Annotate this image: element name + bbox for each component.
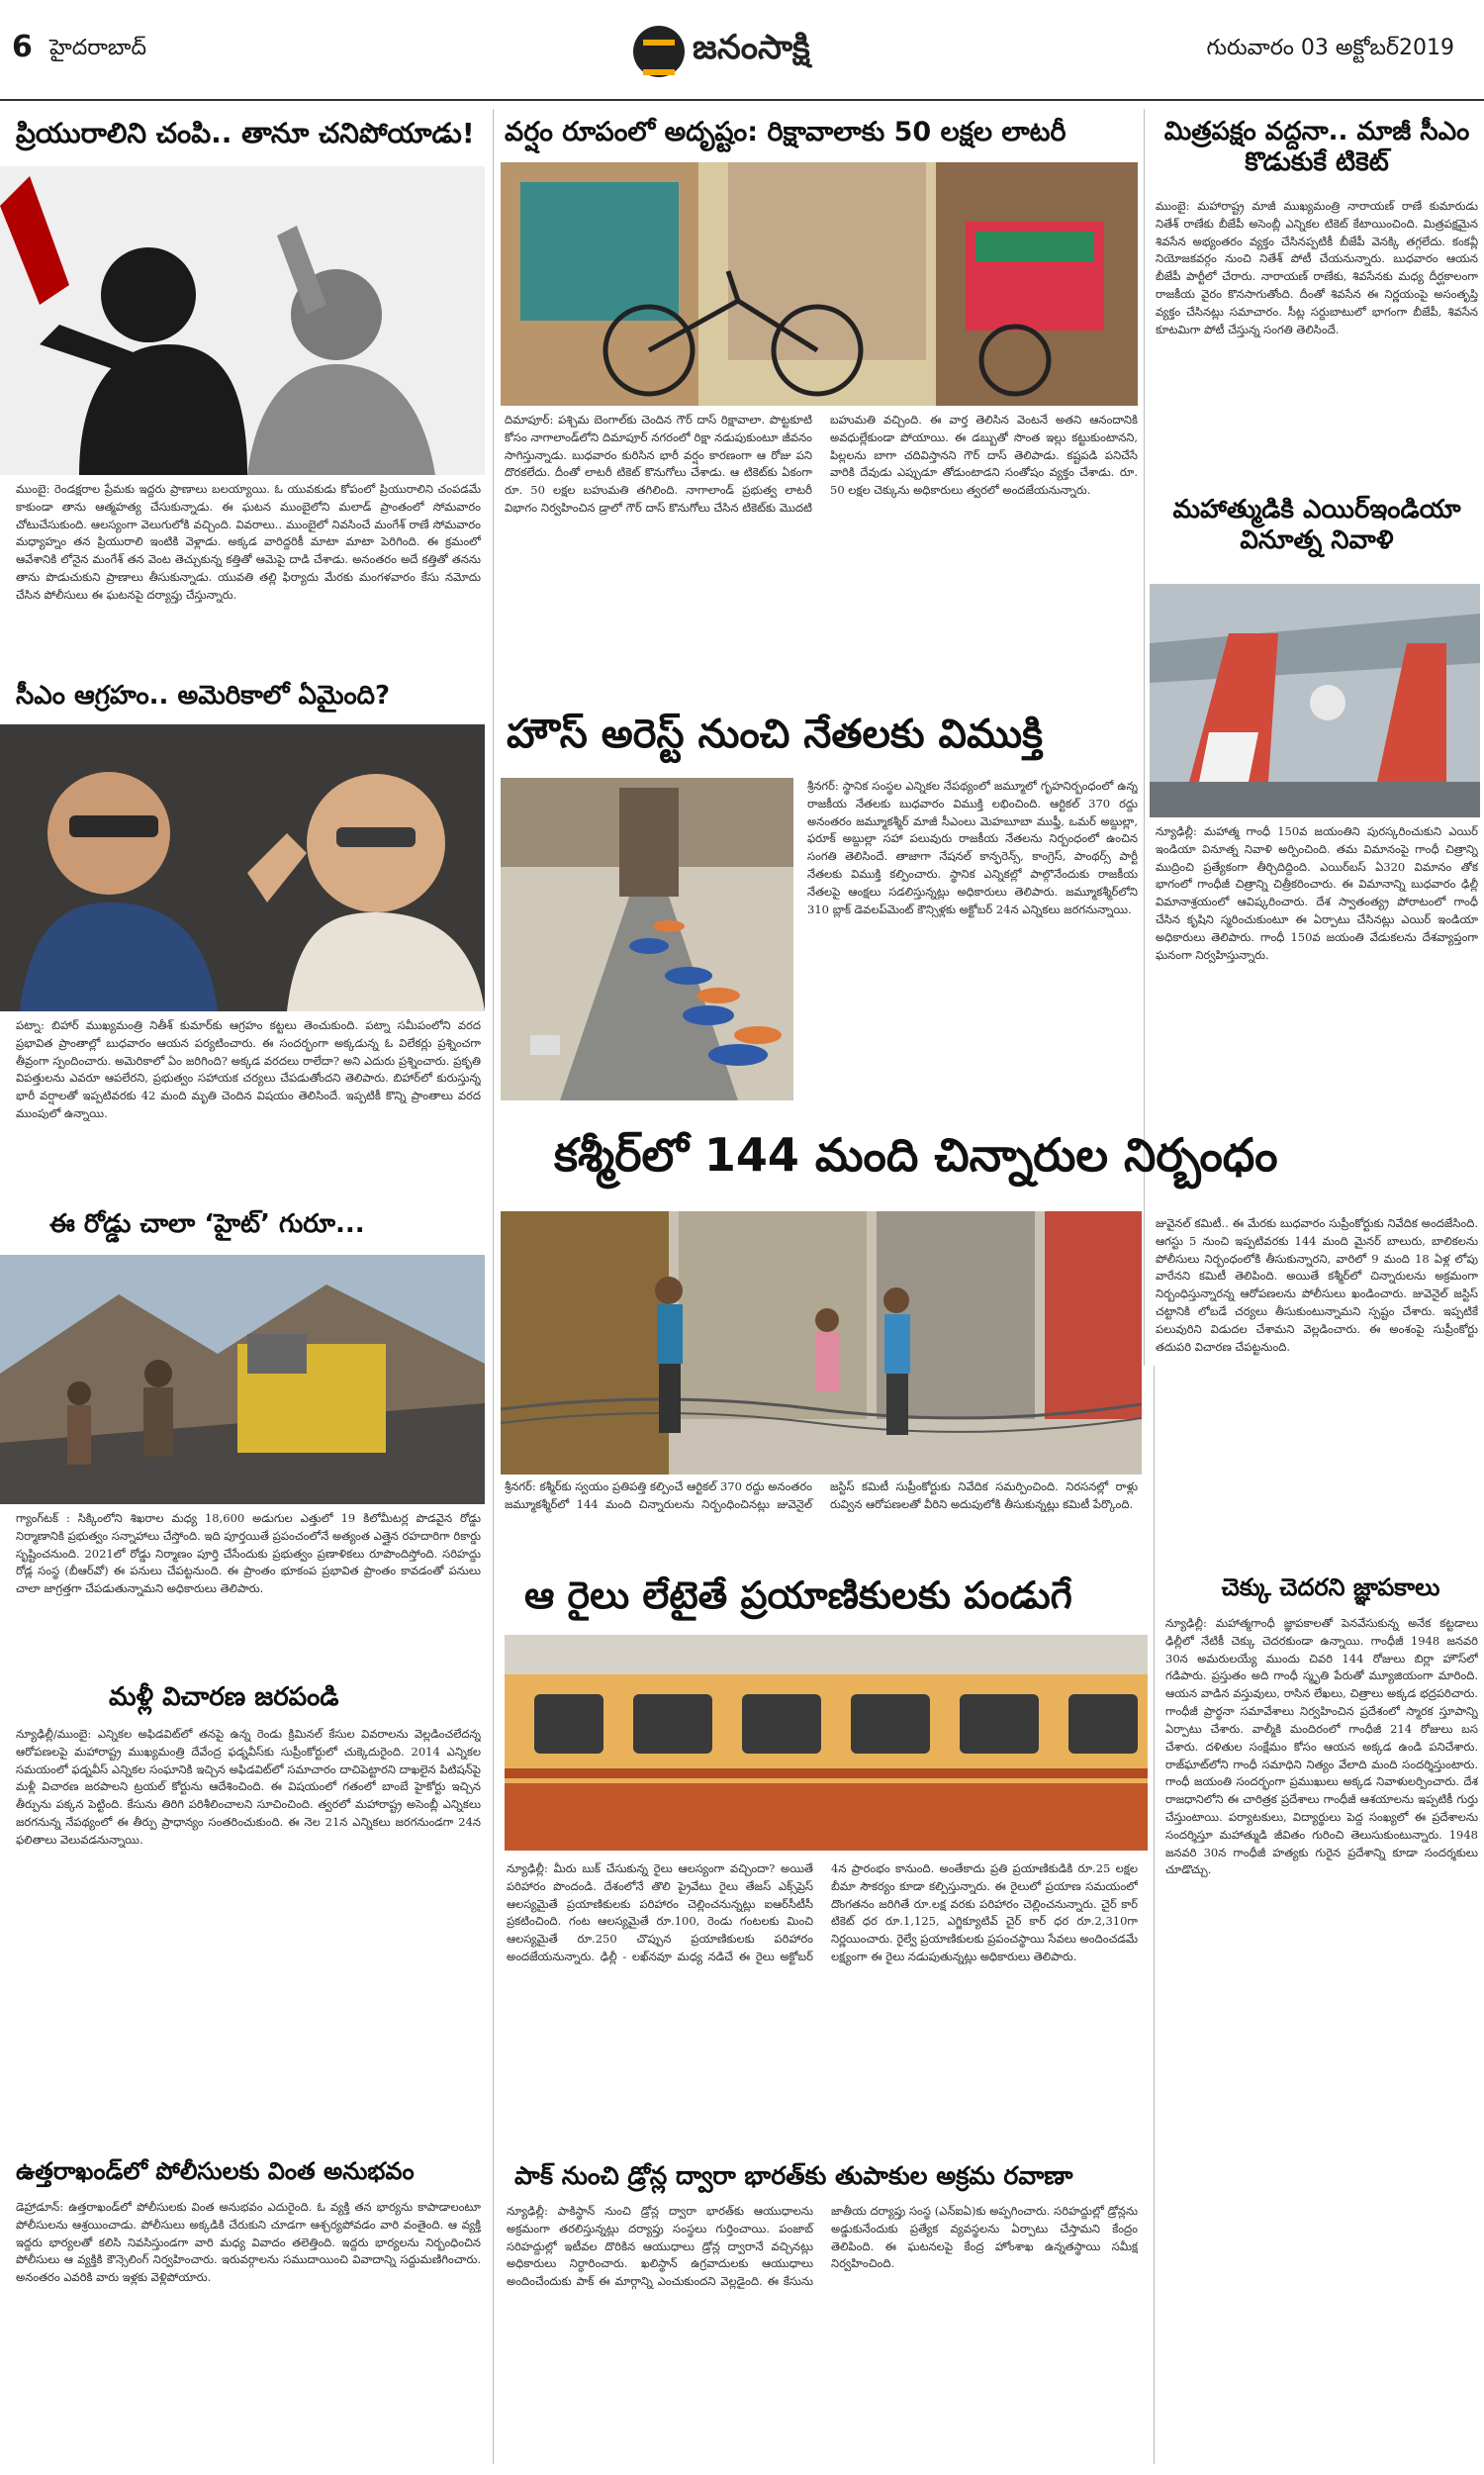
photo-mountain-road	[0, 1255, 485, 1504]
photo-srinagar-market	[501, 778, 793, 1100]
article-body-ally: ముంబై: మహారాష్ట్ర మాజీ ముఖ్యమంత్రి నారాయణ్ రాణే కుమారుడు నితేశ్ రాణేకు బీజేపీ అసెంబ్లీ ఎన్నికల టికెట్ కేటాయించింది. మిత్రపక్షమైన శివసేన అభ్యంతరం వ్యక్తం చేసినప్పటికీ బీజేపీ వెనక్కి తగ్గలేదు. కంకవ్లీ నియోజకవర్గం నుంచి నితేశ్ పోటీ చేయనున్నారు. బుధవారం ఆయన బీజేపీ పార్టీలో చేరారు. నారాయణ్ రాణేకు, శివసేనకు మధ్య దీర్ఘకాలంగా రాజకీయ వైరం కొనసాగుతోంది. దీంతో శివసేన ఈ నిర్ణయంపై అసంతృప్తి వ్యక్తం చేసినట్లు సమాచారం. సీట్ల సర్దుబాటులో భాగంగా బీజేపీ, శివసేన కూటమిగా పోటీ చేస్తున్న సంగతి తెలిసిందే.	[1156, 199, 1478, 336]
newspaper-name: జనంసాక్షి	[693, 28, 810, 67]
headline-memories: చెక్కు చెదరని జ్ఞాపకాలు	[1221, 1573, 1440, 1601]
headline-air-india: మహాత్ముడికి ఎయిర్‌ఇండియా వినూత్న నివాళి	[1172, 495, 1461, 556]
article-body-uttarakhand: డెహ్రాడూన్: ఉత్తరాఖండ్‌లో పోలీసులకు వింత అనుభవం ఎదురైంది. ఓ వ్యక్తి తన భార్యను కాపాడాలంటూ పోలీసులను ఆశ్రయించాడు. పోలీసులు అక్కడికి చేరుకుని చూడగా ఆశ్చర్యపోవడం వారి వంతైంది. ఆ వ్యక్తి ఇద్దరు భార్యలతో కలిసి నివసిస్తుండగా వారి మధ్య వివాదం తలెత్తింది. ఇద్దరు భార్యలను నిర్బంధించిన పోలీసులు ఆ వ్యక్తికి కౌన్సెలింగ్ నిర్వహించారు. ఇరువర్గాలను సముదాయించి వివాదాన్ని సద్దుమణిగించారు. అనంతరం ఎవరికి వారు ఇళ్లకు వెళ్లిపోయారు.	[16, 2200, 481, 2285]
headline-uttarakhand: ఉత్తరాఖండ్‌లో పోలీసులకు వింత అనుభవం	[16, 2157, 415, 2185]
article-body-lover: ముంబై: రెండక్షరాల ప్రేమకు ఇద్దరు ప్రాణాలు బలయ్యాయి. ఓ యువకుడు కోపంలో ప్రియురాలిని చంపడమే కాకుండా తాను ఆత్మహత్య చేసుకున్నాడు. ఈ ఘటన ముంబైలోని మలాడ్ ప్రాంతంలో సోమవారం చోటుచేసుకుంది. ఆలస్యంగా వెలుగులోకి వచ్చింది. వివరాలు.. ముంబైలో నివసించే మంగేశ్ రాణే సోమవారం మధ్యాహ్నం తన ప్రియురాలి ఇంటికి వెళ్లాడు. అక్కడ వారిద్దరికీ మాటా మాటా పెరిగింది. ఈ క్రమంలో ఆవేశానికి లోనైన మంగేశ్ తన వెంట తెచ్చుకున్న కత్తితో ఆమెపై దాడి చేశాడు. అనంతరం అదే కత్తితో తనను తాను పొడుచుకుని ప్రాణాలు తీసుకున్నాడు. యువతి తల్లి ఫిర్యాదు మేరకు మంగళవారం కేసు నమోదు చేసిన పోలీసులు ఈ ఘటనపై దర్యాప్తు చేస్తున్నారు.	[16, 482, 481, 602]
photo-nitish-kumar	[0, 724, 485, 1011]
photo-kashmir-children	[501, 1211, 1142, 1475]
photo-caption-kashmir: శ్రీనగర్: కశ్మీర్‌కు స్వయం ప్రతిపత్తి కల్పించే ఆర్టికల్ 370 రద్దు అనంతరం జమ్మూకశ్మీర్‌లో 144 మంది చిన్నారులను నిర్బంధించినట్లు జువెనైల్ జస్టిస్ కమిటీ సుప్రీంకోర్టుకు నివేదిక సమర్పించింది. నిరసనల్లో రాళ్లు రువ్విన ఆరోపణలతో వీరిని అదుపులోకి తీసుకున్నట్లు కమిటీ పేర్కొంది.	[505, 1479, 1138, 1511]
article-body-train: న్యూఢిల్లీ: మీరు బుక్ చేసుకున్న రైలు ఆలస్యంగా వచ్చిందా? అయితే పరిహారం పొందండి. దేశంలోనే తొలి ప్రైవేటు రైలు తేజస్ ఎక్స్‌ప్రెస్ ఆలస్యమైతే ప్రయాణికులకు పరిహారం చెల్లించనున్నట్లు ఐఆర్‌సీటీసీ ప్రకటించింది. గంట ఆలస్యమైతే రూ.100, రెండు గంటలకు మించి ఆలస్యమైతే రూ.250 చొప్పున ప్రయాణికులకు పరిహారం అందజేయనున్నారు. ఢిల్లీ - లఖ్‌నవూ మధ్య నడిచే ఈ రైలు అక్టోబర్ 4న ప్రారంభం కానుంది. అంతేకాదు ప్రతి ప్రయాణికుడికి రూ.25 లక్షల బీమా సౌకర్యం కూడా కల్పిస్తున్నారు. ఈ రైలులో ప్రయాణ సమయంలో దొంగతనం జరిగితే రూ.లక్ష వరకు పరిహారం చెల్లించనున్నారు. చైర్ కార్ టికెట్ ధర రూ.1,125, ఎగ్జిక్యూటివ్ చైర్ కార్ ధర రూ.2,310గా నిర్ణయించారు. రైల్వే ప్రయాణికులకు ప్రపంచస్థాయి సేవలు అందించడమే లక్ష్యంగా ఈ రైలు నడుపుతున్నట్లు అధికారులు తెలిపారు.	[507, 1861, 1138, 1964]
headline-lover: ప్రియురాలిని చంపి.. తానూ చనిపోయాడు!	[16, 117, 475, 149]
article-body-road: గ్యాంగ్‌టక్ : సిక్కింలోని శిఖరాల మధ్య 18,600 అడుగుల ఎత్తులో 19 కిలోమీటర్ల పొడవైన రోడ్డు నిర్మాణానికి ప్రభుత్వం సన్నాహాలు చేస్తోంది. ఇది పూర్తయితే ప్రపంచంలోనే అత్యంత ఎత్తైన రహదారిగా రికార్డు సృష్టించనుంది. 2021లో రోడ్డు నిర్మాణం పూర్తి చేసేందుకు ప్రభుత్వం ప్రణాళికలు రూపొందిస్తోంది. సరిహద్దు రోడ్ల సంస్థ (బీఆర్‌వో) ఈ పనులు చేపట్టనుంది. ఈ ప్రాంతం భూకంప ప్రభావిత ప్రాంతం కావడంతో పనులు చాలా జాగ్రత్తగా చేపడుతున్నామని అధికారులు తెలిపారు.	[16, 1511, 481, 1596]
column-divider	[493, 109, 494, 2464]
article-body-memories: న్యూఢిల్లీ: మహాత్మగాంధీ జ్ఞాపకాలతో పెనవేసుకున్న అనేక కట్టడాలు ఢిల్లీలో నేటికీ చెక్కు చెదరకుండా ఉన్నాయి. గాంధీజీ 1948 జనవరి 30న అమరులయ్యే ముందు చివరి 144 రోజులు బిర్లా హౌస్‌లో గడిపారు. ప్రస్తుతం అది గాంధీ స్మృతి పేరుతో మ్యూజియంగా మారింది. ఆయన వాడిన వస్తువులు, రాసిన లేఖలు, చిత్రాలు అక్కడ భద్రపరిచారు. గాంధీజీ ప్రార్థనా సమావేశాలు నిర్వహించిన ప్రదేశంలో స్మారక స్తూపాన్ని ఏర్పాటు చేశారు. వాల్మీకి మందిరంలో గాంధీజీ 214 రోజులు బస చేశారు. దళితుల సంక్షేమం కోసం ఆయన అక్కడ ఉండి పనిచేశారు. రాజ్‌ఘాట్‌లోని గాంధీ సమాధిని నిత్యం వేలాది మంది సందర్శిస్తుంటారు. గాంధీ జయంతి సందర్భంగా ప్రముఖులు అక్కడ నివాళులర్పించారు. దేశ రాజధానిలోని ఈ చారిత్రక ప్రదేశాలు గాంధీజీ ఆశయాలను ఇప్పటికీ గుర్తు చేస్తుంటాయి. పర్యాటకులు, విద్యార్థులు పెద్ద సంఖ్యలో ఈ ప్రదేశాలను సందర్శిస్తూ మహాత్ముడి జీవితం గురించి తెలుసుకుంటున్నారు. 1948 జనవరి 30న గాంధీజీ హత్యకు గురైన ప్రదేశాన్ని కూడా సందర్శకులు చూడొచ్చు.	[1165, 1616, 1478, 1877]
logo-icon	[633, 26, 685, 77]
headline-lottery: వర్షం రూపంలో అదృష్టం: రిక్షావాలాకు 50 లక్షల లాటరీ	[505, 117, 1067, 147]
article-body-kashmir-children: జువైనల్ కమిటీ.. ఈ మేరకు బుధవారం సుప్రీంకోర్టుకు నివేదిక అందజేసింది. ఆగస్టు 5 నుంచి ఇప్పటివరకు 144 మంది మైనర్ బాలురు, బాలికలను పోలీసులు నిర్బంధంలోకి తీసుకున్నారని, వారిలో 9 మంది 18 ఏళ్ల లోపు వారేనని కమిటీ తెలిపింది. అయితే కశ్మీర్‌లో చిన్నారులను అక్రమంగా నిర్బంధిస్తున్నారన్న ఆరోపణలను పోలీసులు ఖండించారు. జువెనైల్ జస్టిస్ చట్టానికి లోబడే చర్యలు తీసుకుంటున్నామని స్పష్టం చేశారు. ఇప్పటికే పలువురిని విడుదల చేశామని వెల్లడించారు. ఈ అంశంపై సుప్రీంకోర్టు తదుపరి విచారణ చేపట్టనుంది.	[1156, 1216, 1478, 1354]
headline-train: ఆ రైలు లేటైతే ప్రయాణికులకు పండుగే	[524, 1573, 1072, 1617]
headline-drones: పాక్ నుంచి డ్రోన్ల ద్వారా భారత్‌కు తుపాకుల అక్రమ రవాణా	[514, 2161, 1073, 2190]
photo-tejas-train	[505, 1635, 1148, 1851]
column-divider	[1154, 1366, 1155, 2464]
masthead-divider	[0, 99, 1484, 101]
headline-house-arrest: హౌస్ అరెస్ట్ నుంచి నేతలకు విముక్తి	[507, 712, 1043, 757]
headline-inquiry: మళ్లీ విచారణ జరపండి	[109, 1682, 339, 1712]
headline-road: ఈ రోడ్డు చాలా ‘హైట్’ గురూ...	[49, 1209, 365, 1239]
newspaper-logo	[633, 20, 871, 83]
article-body-inquiry: న్యూఢిల్లీ/ముంబై: ఎన్నికల అఫిడవిట్‌లో తనపై ఉన్న రెండు క్రిమినల్ కేసుల వివరాలను వెల్లడించలేదన్న ఆరోపణలపై మహారాష్ట్ర ముఖ్యమంత్రి దేవేంద్ర ఫడ్నవీస్‌కు సుప్రీంకోర్టులో చుక్కెదురైంది. 2014 ఎన్నికల సమయంలో ఫడ్నవీస్ ఎన్నికల సంఘానికి ఇచ్చిన అఫిడవిట్‌లో సమాచారం దాచిపెట్టారని దాఖలైన పిటిషన్‌పై మళ్లీ విచారణ జరపాలని ట్రయల్ కోర్టును ఆదేశించింది. ఈ విషయంలో గతంలో బాంబే హైకోర్టు ఇచ్చిన తీర్పును పక్కన పెట్టింది. కేసును తిరిగి పరిశీలించాలని సూచించింది. త్వరలో మహారాష్ట్ర అసెంబ్లీ ఎన్నికలు జరగనున్న నేపథ్యంలో ఈ తీర్పు ప్రాధాన్యం సంతరించుకుంది. ఈ నెల 21న ఎన్నికలు జరగనుండగా 24న ఫలితాలు వెలువడనున్నాయి.	[16, 1727, 481, 1847]
masthead	[0, 0, 1484, 109]
page-number: 6	[12, 30, 33, 64]
article-body-drones: న్యూఢిల్లీ: పాకిస్థాన్ నుంచి డ్రోన్ల ద్వారా భారత్‌కు ఆయుధాలను అక్రమంగా తరలిస్తున్నట్లు దర్యాప్తు సంస్థలు గుర్తించాయి. పంజాబ్ సరిహద్దుల్లో ఇటీవల దొరికిన ఆయుధాలు డ్రోన్ల ద్వారానే వచ్చినట్లు అధికారులు నిర్ధారించారు. ఖలిస్థాన్ ఉగ్రవాదులకు ఆయుధాలు అందించేందుకు పాక్ ఈ మార్గాన్ని ఎంచుకుందని వెల్లడైంది. ఈ కేసును జాతీయ దర్యాప్తు సంస్థ (ఎన్‌ఐఏ)కు అప్పగించారు. సరిహద్దుల్లో డ్రోన్లను అడ్డుకునేందుకు ప్రత్యేక వ్యవస్థలను ఏర్పాటు చేస్తామని కేంద్రం తెలిపింది. ఈ ఘటనలపై కేంద్ర హోంశాఖ ఉన్నతస్థాయి సమీక్ష నిర్వహించింది.	[507, 2204, 1138, 2289]
city-label: హైదరాబాద్	[49, 36, 146, 60]
photo-crime-silhouette	[0, 166, 485, 475]
headline-cm-usa: సీఎం ఆగ్రహం.. అమెరికాలో ఏమైంది?	[16, 681, 391, 711]
article-body-cm-usa: పట్నా: బిహార్ ముఖ్యమంత్రి నితీశ్ కుమార్‌కు ఆగ్రహం కట్టలు తెంచుకుంది. పట్నా సమీపంలోని వరద ప్రభావిత ప్రాంతాల్లో బుధవారం ఆయన పర్యటించారు. ఈ సందర్భంగా అక్కడున్న ఓ విలేకర్లు ప్రశ్నించగా తీవ్రంగా స్పందించారు. అమెరికాలో ఏం జరిగింది? అక్కడ వరదలు రాలేదా? అని ఎదురు ప్రశ్నించారు. ప్రకృతి విపత్తులను ఎవరూ ఆపలేరని, ప్రభుత్వం సహాయక చర్యలు చేపడుతోందని తెలిపారు. బిహార్‌లో కురుస్తున్న భారీ వర్షాలతో ఇప్పటివరకు 42 మంది మృతి చెందిన విషయం తెలిసిందే. ఇప్పటికీ కొన్ని ప్రాంతాలు వరద ముంపులో ఉన్నాయి.	[16, 1018, 481, 1121]
headline-kashmir-children: కశ్మీర్‌లో 144 మంది చిన్నారుల నిర్బంధం	[554, 1128, 1278, 1182]
issue-date: గురువారం 03 అక్టోబర్2019	[1206, 36, 1454, 60]
article-body-lottery: దిమాపూర్: పశ్చిమ బెంగాల్‌కు చెందిన గౌర్ దాస్ రిక్షావాలా. పొట్టకూటి కోసం నాగాలాండ్‌లోని దిమాపూర్ నగరంలో రిక్షా నడుపుకుంటూ జీవనం సాగిస్తున్నాడు. బుధవారం కురిసిన భారీ వర్షం కారణంగా ఆ రోజు పని దొరకలేదు. దీంతో లాటరీ టికెట్ కొనుగోలు చేశాడు. ఆ టికెట్‌కు ఏకంగా రూ. 50 లక్షల బహుమతి తగిలింది. నాగాలాండ్ ప్రభుత్వ లాటరీ విభాగం నిర్వహించిన డ్రాలో గౌర్ దాస్ కొనుగోలు చేసిన టికెట్‌కు మొదటి బహుమతి వచ్చింది. ఈ వార్త తెలిసిన వెంటనే అతని ఆనందానికి అవధుల్లేకుండా పోయాయి. ఈ డబ్బుతో సొంత ఇల్లు కట్టుకుంటానని, పిల్లలను బాగా చదివిస్తానని గౌర్ దాస్ తెలిపాడు. కష్టపడి పనిచేసే వారికి దేవుడు ఎప్పుడూ తోడుంటాడని సంతోషం వ్యక్తం చేశాడు. రూ. 50 లక్షల చెక్కును అధికారులు త్వరలో అందజేయనున్నారు.	[505, 413, 1138, 516]
article-body-house-arrest: శ్రీనగర్: స్థానిక సంస్థల ఎన్నికల నేపథ్యంలో జమ్మూలో గృహనిర్బంధంలో ఉన్న రాజకీయ నేతలకు బుధవారం విముక్తి లభించింది. ఆర్టికల్ 370 రద్దు అనంతరం జమ్మూకశ్మీర్ మాజీ సీఎంలు మెహబూబా ముఫ్తీ, ఒమర్ అబ్దుల్లా, ఫరూక్ అబ్దుల్లా సహా పలువురు రాజకీయ నేతలను నిర్బంధంలో ఉంచిన సంగతి తెలిసిందే. తాజాగా నేషనల్ కాన్ఫరెన్స్, కాంగ్రెస్, పాంథర్స్ పార్టీ నేతలకు విముక్తి కల్పించారు. స్థానిక ఎన్నికల్లో పాల్గొనేందుకు రాజకీయ నేతలపై ఆంక్షలు సడలిస్తున్నట్లు అధికారులు తెలిపారు. జమ్మూకశ్మీర్‌లోని 310 బ్లాక్ డెవలప్‌మెంట్ కౌన్సిళ్లకు అక్టోబర్ 24న ఎన్నికలు జరగనున్నాయి.	[807, 779, 1138, 916]
article-body-air-india: న్యూఢిల్లీ: మహాత్మ గాంధీ 150వ జయంతిని పురస్కరించుకుని ఎయిర్ ఇండియా వినూత్న నివాళి అర్పించింది. తమ విమానంపై గాంధీ చిత్రాన్ని ముద్రించి ప్రత్యేకంగా తీర్చిదిద్దింది. ఎయిర్‌బస్ ఏ320 విమానం తోక భాగంలో గాంధీజీ చిత్రాన్ని చిత్రీకరించారు. ఈ విమానాన్ని బుధవారం ఢిల్లీ విమానాశ్రయంలో ఆవిష్కరించారు. దేశ స్వాతంత్య్ర పోరాటంలో గాంధీ చేసిన కృషిని స్మరించుకుంటూ ఈ ఏర్పాటు చేసినట్లు ఎయిర్ ఇండియా అధికారులు తెలిపారు. గాంధీ 150వ జయంతి వేడుకలను దేశవ్యాప్తంగా ఘనంగా నిర్వహిస్తున్నారు.	[1156, 824, 1478, 962]
photo-air-india-plane	[1150, 584, 1480, 817]
headline-ally: మిత్రపక్షం వద్దనా.. మాజీ సీఎం కొడుకుకే టికెట్	[1163, 117, 1470, 178]
photo-rickshaw	[501, 162, 1138, 406]
